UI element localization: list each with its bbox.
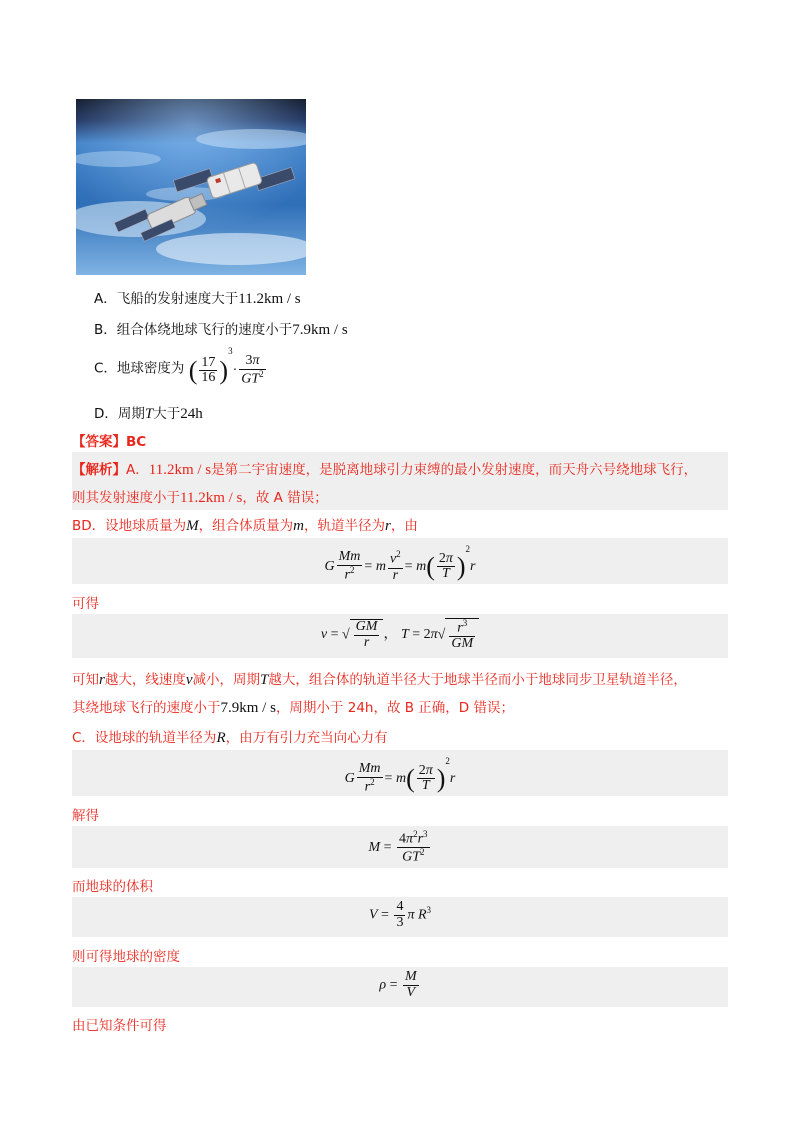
bd-text-3: ，轨道半径为 <box>304 518 386 534</box>
formula-4-band <box>72 826 728 868</box>
option-d-text: D．周期 <box>94 406 145 422</box>
answer-value: BC <box>126 434 147 450</box>
bd-var-r: r <box>385 518 391 534</box>
option-c-formula: ( $\frac{17}{16}$ )$^3$· $\frac{3\pi}{GT^2}$ <box>188 346 264 387</box>
option-a <box>94 287 301 308</box>
know-c: 减小，周期 <box>192 672 261 688</box>
option-d-value: 24h <box>180 406 203 422</box>
c-var-R: R <box>216 730 226 746</box>
analysis-a-prefix: A． <box>126 462 149 478</box>
spacecraft-image <box>76 99 306 275</box>
analysis-a-value: 11.2km / s <box>148 462 212 478</box>
c-text-2: ，由万有引力充当向心力有 <box>225 730 388 746</box>
know2-a: 其绕地球飞行的速度小于 <box>72 700 221 716</box>
analysis-a-text: 是第二宇宙速度，是脱离地球引力束缚的最小发射速度，而天舟六号绕地球飞行， <box>211 462 698 478</box>
keyi-line: 可得 <box>72 596 99 612</box>
formula-gravity-period: G $\frac{Mm}{r^2}$ = m( $\frac{2\pi}{T}$ )$^2$r <box>344 756 456 795</box>
formula-volume: V = $\frac{4}{3}$ π $R^3$ <box>368 899 432 930</box>
option-d-var: T <box>144 406 154 422</box>
analysis-a2-end: ，故 A 错误； <box>242 490 328 506</box>
known-line: 由已知条件可得 <box>72 1018 167 1034</box>
conclusion-line-2 <box>72 696 514 717</box>
option-a-text: A．飞船的发射速度大于 <box>94 291 239 307</box>
bd-text-2: ，组合体质量为 <box>198 518 294 534</box>
analysis-a2-text: 则其发射速度小于 <box>72 490 180 506</box>
conclusion-line-1 <box>72 668 687 689</box>
analysis-line-2 <box>72 486 328 507</box>
know2-value: 7.9km / s <box>220 700 276 716</box>
density-line: 则可得地球的密度 <box>72 949 180 965</box>
bd-var-M: M <box>186 518 199 534</box>
c-text-1: C．设地球的轨道半径为 <box>72 730 217 746</box>
formula-gravity-centripetal: G $\frac{Mm}{r^2}$ = m $\frac{v^2}{r}$ = m( $\frac{2\pi}{T}$ )$^2$r <box>324 544 476 583</box>
option-b <box>94 318 348 339</box>
formula-mass: M = $\frac{4\pi^2r^3}{GT^2}$ <box>368 829 428 865</box>
formula-3-band <box>72 750 728 796</box>
spacecraft-illustration <box>76 99 306 275</box>
formula-2-band <box>72 614 728 658</box>
option-c-text: C．地球密度为 <box>94 360 185 377</box>
bd-text-4: ，由 <box>390 518 418 534</box>
know-v: v <box>185 672 193 688</box>
option-d <box>94 402 203 423</box>
know-T: T <box>260 672 269 688</box>
know-a: 可知 <box>72 672 99 688</box>
bd-var-m: m <box>293 518 305 534</box>
know-r: r <box>99 672 105 688</box>
analysis-label: 【解析】 <box>72 462 126 478</box>
option-b-value: 7.9km / s <box>292 322 348 338</box>
know2-b: ，周期小于 24h，故 B 正确，D 错误； <box>275 700 514 716</box>
know-b: 越大，线速度 <box>104 672 186 688</box>
analysis-bd-line <box>72 514 418 535</box>
option-d-mid: 大于 <box>153 406 181 422</box>
option-b-text: B．组合体绕地球飞行的速度小于 <box>94 322 293 338</box>
analysis-a2-value: 11.2km / s <box>180 490 243 506</box>
volume-line: 而地球的体积 <box>72 879 153 895</box>
jiede-line: 解得 <box>72 808 99 824</box>
analysis-c-line <box>72 726 388 747</box>
answer-line <box>72 430 146 450</box>
formula-density: ρ = $\frac{M}{V}$ <box>379 969 417 1000</box>
option-c <box>94 346 268 387</box>
formula-6-band <box>72 967 728 1007</box>
analysis-line-1 <box>72 458 697 479</box>
formula-velocity-period: v = √ $\frac{GM}{r}$ ， T = 2π√ $\frac{r^3}{GM}$ <box>72 618 728 652</box>
option-a-value: 11.2km / s <box>238 291 301 307</box>
bd-text-1: BD．设地球质量为 <box>72 518 187 534</box>
answer-label: 【答案】 <box>72 434 126 450</box>
formula-5-band <box>72 897 728 937</box>
formula-1-band <box>72 538 728 584</box>
know-d: 越大，组合体的轨道半径大于地球半径而小于地球同步卫星轨道半径， <box>268 672 687 688</box>
